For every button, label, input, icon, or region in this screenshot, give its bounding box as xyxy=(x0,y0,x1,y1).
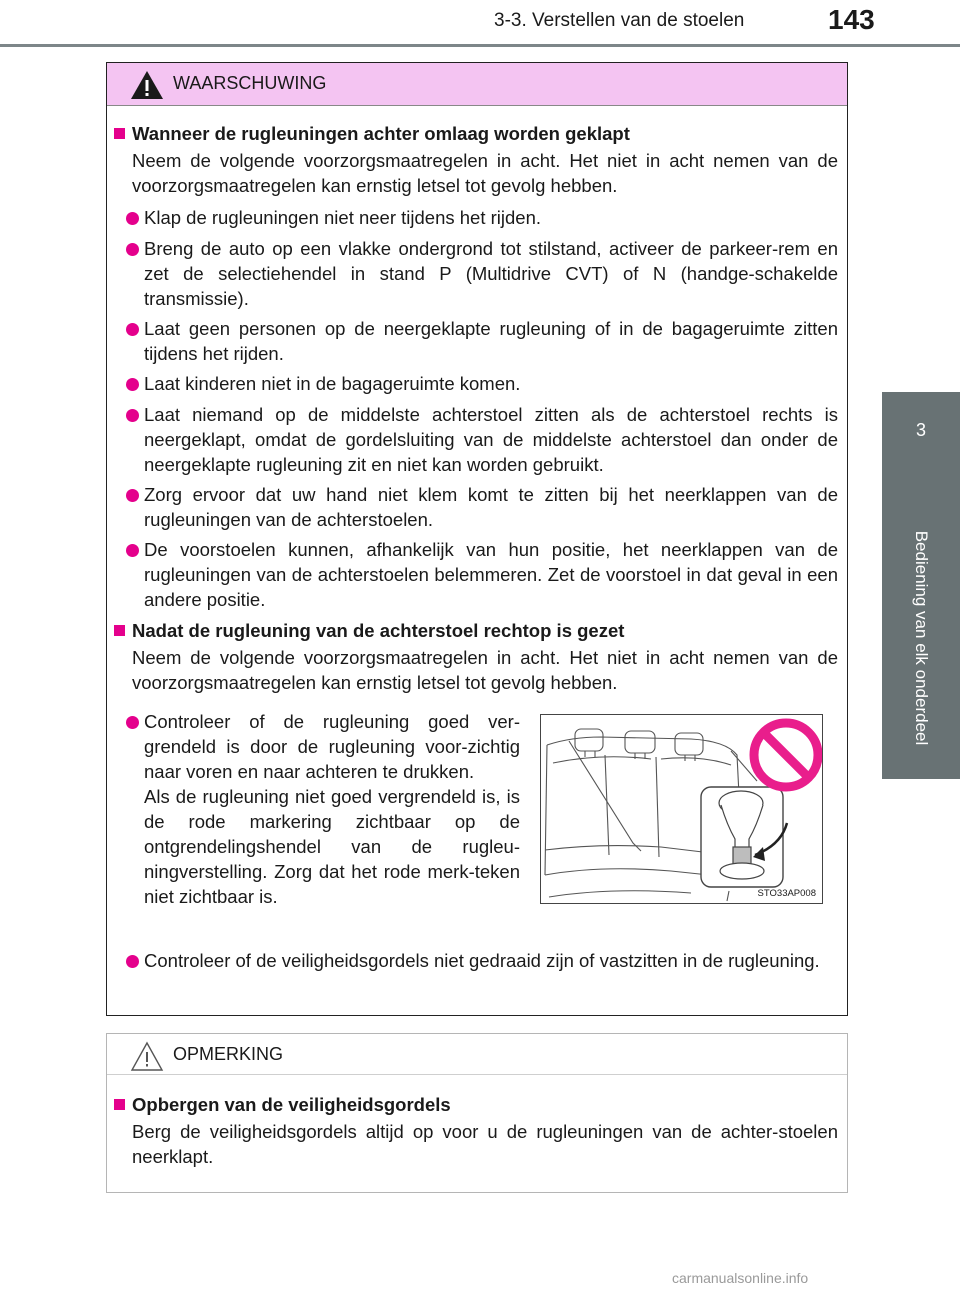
warning-title: WAARSCHUWING xyxy=(173,73,327,93)
bullet-dot xyxy=(126,212,139,225)
section-marker xyxy=(114,1099,125,1110)
note-header xyxy=(107,1034,847,1075)
seat-illustration xyxy=(540,714,823,904)
prohibition-icon xyxy=(754,723,818,787)
bullet-text: Controleer of de veiligheidsgordels niet gedraaid zijn of vastzitten in de rugleuning. xyxy=(144,950,820,971)
bullet-item xyxy=(144,236,838,311)
bullet-text: Zorg ervoor dat uw hand niet klem komt te zitten bij het neerklappen van de rugleuningen van de achterstoelen. xyxy=(144,484,838,530)
bullet-text: Laat geen personen op de neergeklapte rugleuning of in de bagageruimte zitten tijdens het rijden. xyxy=(144,318,838,364)
chapter-number: 3 xyxy=(915,420,926,440)
section-marker xyxy=(114,625,125,636)
bullet-item xyxy=(144,709,520,909)
note-text: Berg de veiligheidsgordels altijd op voor u de rugleuningen van de achter-stoelen neerklapt. xyxy=(132,1121,838,1167)
note-text-block xyxy=(132,1119,838,1169)
watermark: carmanualsonline.info xyxy=(672,1270,809,1286)
bullet-extra-text: Als de rugleuning niet goed vergrendeld is, is de rode markering zichtbaar op de ontgrendelingshendel van de rugleu-ningverstelling. Zorg dat het rode merk-teken niet zichtbaar is. xyxy=(144,786,520,907)
bullet-item xyxy=(144,205,838,230)
section-intro xyxy=(132,148,838,198)
note-heading: Opbergen van de veiligheidsgordels xyxy=(132,1094,451,1115)
bullet-item xyxy=(144,948,838,973)
caution-triangle-icon xyxy=(129,1040,165,1072)
section-intro-text: Neem de volgende voorzorgsmaatregelen in acht. Het niet in acht nemen van de voorzorgsmaatregelen kan ernstig letsel tot gevolg hebben. xyxy=(132,150,838,196)
bullet-dot xyxy=(126,378,139,391)
warning-triangle-icon xyxy=(129,69,165,101)
bullet-text: Controleer of de rugleuning goed ver-grendeld is door de rugleuning voor-zichtig naar voren en naar achteren te drukken. xyxy=(144,711,520,782)
bullet-dot xyxy=(126,716,139,729)
bullet-item xyxy=(144,316,838,366)
bullet-dot xyxy=(126,323,139,336)
figure-code: STO33AP008 xyxy=(757,888,816,899)
section-intro xyxy=(132,645,838,695)
section-heading: Wanneer de rugleuningen achter omlaag worden geklapt xyxy=(132,123,630,144)
section-heading: Nadat de rugleuning van de achterstoel rechtop is gezet xyxy=(132,620,625,641)
bullet-text: Breng de auto op een vlakke ondergrond tot stilstand, activeer de parkeer-rem en zet de selectiehendel in stand P (Multidrive CVT) of N (handge-schakelde transmissie). xyxy=(144,238,838,309)
bullet-text: Laat kinderen niet in de bagageruimte komen. xyxy=(144,373,521,394)
section-intro-text: Neem de volgende voorzorgsmaatregelen in acht. Het niet in acht nemen van de voorzorgsmaatregelen kan ernstig letsel tot gevolg hebben. xyxy=(132,647,838,693)
rear-seat-latch-drawing xyxy=(541,715,823,904)
bullet-item xyxy=(144,537,838,612)
bullet-dot xyxy=(126,243,139,256)
page-number: 143 xyxy=(828,4,875,35)
warning-header xyxy=(107,63,847,106)
bullet-text: De voorstoelen kunnen, afhankelijk van hun positie, het neerklappen van de rugleuningen van de achterstoelen belemmeren. Zet de voorstoel in dat geval in een andere positie. xyxy=(144,539,838,610)
bullet-item xyxy=(144,482,838,532)
bullet-text: Klap de rugleuningen niet neer tijdens het rijden. xyxy=(144,207,542,228)
chapter-label: Bediening van elk onderdeel xyxy=(912,530,931,746)
note-title: OPMERKING xyxy=(173,1044,284,1064)
bullet-item xyxy=(144,402,838,477)
bullet-dot xyxy=(126,955,139,968)
bullet-dot xyxy=(126,489,139,502)
section-marker xyxy=(114,128,125,139)
bullet-item xyxy=(144,371,838,396)
chapter-tab xyxy=(882,392,960,779)
bullet-dot xyxy=(126,544,139,557)
section-title: 3-3. Verstellen van de stoelen xyxy=(494,10,745,31)
bullet-dot xyxy=(126,409,139,422)
bullet-text: Laat niemand op de middelste achterstoel zitten als de achterstoel rechts is neergeklapt, omdat de gordelsluiting van de middelste achterstoel dan onder de neergeklapte rugleuning zit en niet kan worden gebruikt. xyxy=(144,404,838,475)
header-rule xyxy=(0,44,960,47)
